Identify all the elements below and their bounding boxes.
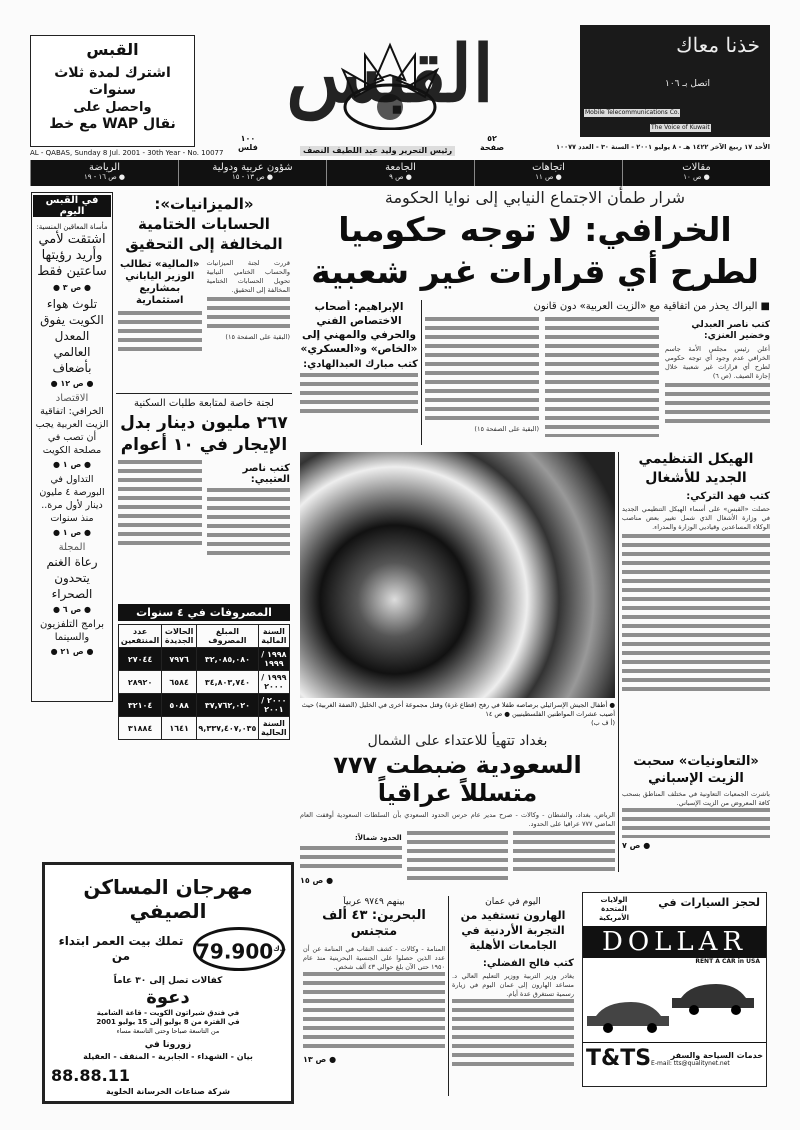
section-articles[interactable]: مقالات ● ص ١٠: [622, 160, 770, 186]
editor-line: رئيس التحرير وليد عبد اللطيف النصف: [300, 146, 455, 156]
section-sports[interactable]: الرياضة ● ص ١٦ - ١٩: [30, 160, 178, 186]
sidebar-item[interactable]: تلوث هواء الكويت يفوق المعدل العالمي بأضعاف ● ص ١٢ ●: [40, 297, 104, 388]
expenditure-table: [118, 604, 290, 740]
table-header-row: السنة المالية المبلغ المصروف الحالات الجديدة عدد المنتفعين: [119, 625, 290, 648]
dollar-title: لحجز السيارات في: [658, 896, 760, 909]
haroun-article[interactable]: [452, 896, 574, 1121]
cooperative-text: باشرت الجمعيات التعاونية في مختلف المناطق بسحب كافة المعروض من الزيت الإسباني.: [622, 790, 770, 807]
ad-visit: زورونا في: [144, 1040, 192, 1050]
dollar-region: الولايات المتحدة الأمريكية: [598, 896, 630, 922]
housing-headline: ٢٦٧ مليون دينار بدل الإيجار في ١٠ أعوام: [120, 413, 288, 455]
haroun-byline: كتب فالح الفضلي:: [482, 958, 574, 969]
lead-kicker: شرار طمأن الاجتماع النيابي إلى نوايا الحكومة: [384, 188, 686, 207]
cooperative-article[interactable]: [622, 753, 770, 885]
dollar-tagline: RENT A CAR in USA: [695, 958, 760, 965]
saudi-article[interactable]: [300, 732, 615, 890]
ad-invite: دعوة: [146, 987, 190, 1008]
ibrahim-article[interactable]: [300, 300, 418, 448]
finance-headline: «المالية» تطالب الوزير الياباني بمشاريع استثمارية: [119, 259, 200, 306]
haykal-text: حصلت «القبس» على أسماء الهيكل التنظيمي الجديد في وزارة الأشغال الذي شمل تغيير بعض مناصب الوكلاء المساعدين وقياديي الوزارة والمدراء.: [622, 505, 770, 531]
saudi-headline: السعودية ضبطت ٧٧٧ متسللاً عراقياً: [333, 751, 582, 807]
bahrain-article[interactable]: [303, 896, 445, 1121]
ad-company: شركة صناعات الخرسانة الخلوية: [105, 1087, 231, 1096]
ad-sub: اتصل بـ ١٠٦: [664, 79, 710, 89]
bahrain-text: المنامة - وكالات - كشف النقاب في المنامة عن أن عدد الذين حصلوا على الجنسية البحرينية منذ عام ١٩٥٠ حتى الآن بلغ حوالي ٤٣ ألف شخص.: [303, 945, 445, 971]
sidebar-item[interactable]: التداول في البورصة ٤ مليون دينار لأول مرة.. منذ سنوات ● ص ١ ●: [39, 474, 105, 537]
promo-line-3: نقال WAP مع خط: [49, 116, 176, 132]
haroun-kicker: اليوم في عمان: [485, 897, 541, 907]
bahrain-kicker: بينهم ٩٧٤٩ عربياً: [343, 897, 405, 907]
table-row: السنة الحالية ٩,٣٣٧,٤٠٧,٠٣٥ ١٦٤١ ٣١٨٨٤: [119, 717, 290, 740]
ad-tag: The Voice of Kuwait: [651, 124, 710, 131]
housing-article[interactable]: [118, 397, 290, 599]
sidebar-item[interactable]: المجلة رعاة الغنم يتحدون الصحراء ● ص ٦ ●: [46, 542, 98, 614]
arabic-dateline: الأحد ١٧ ربيع الآخر ١٤٢٢ هـ - ٨ يوليو ٢٠٠١ - السنة ٣٠ - العدد ١٠٠٧٧: [556, 143, 770, 151]
promo-line-2: واحصل على: [73, 100, 152, 115]
haroun-text: يغادر وزير التربية ووزير التعليم العالي د. مساعد الهارون إلى عمان اليوم في زيارة رسمية تستغرق عدة أيام.: [452, 972, 574, 998]
lead-body: [425, 317, 770, 448]
budget-headline: «الميزانيات»: الحسابات الختامية المخالفة إلى التحقيق: [125, 195, 283, 253]
agent-name: خدمات السياحة والسفر: [670, 1050, 763, 1060]
ad-sub: كفالات تصل إلى ٣٠ عاماً: [113, 976, 223, 986]
photo-caption: ● أطفال الجيش الإسرائيلي برصاصه طفلا في رفح (قطاع غزة) وقتل مجموعة أخرى في الخليل (الضفة الغربية) حيث أصيب عشرات المواطنين الفلسطينيين ● ص ١٤ (أ ف ب): [301, 701, 615, 727]
budget-continued: (البقية على الصفحة ١٥): [225, 333, 290, 341]
ibrahim-byline: كتب مبارك العبدالهادي:: [303, 359, 418, 370]
logo: [215, 25, 565, 130]
car-images-icon: [586, 968, 766, 1036]
lead-continued: (البقية على الصفحة ١٥): [474, 425, 539, 433]
bahrain-headline: البحرين: ٤٣ ألف متجنس: [322, 908, 426, 939]
haroun-headline: الهارون تستفيد من التجربة الأردنية في الجامعات الأهلية: [460, 909, 566, 952]
photo-credit: (أ ف ب): [591, 719, 615, 727]
table-row: ٢٠٠٠ / ٢٠٠١ ٣٧,٧٦٢,٠٢٠ ٥٠٨٨ ٣٢١٠٤: [119, 694, 290, 717]
section-world[interactable]: شؤون عربية ودولية ● ص ١٣ - ١٥: [178, 160, 326, 186]
lead-subhead: ■ البراك يحذر من اتفاقية مع «الزيت العربية» دون قانون: [533, 301, 770, 312]
budget-text: قررت لجنة الميزانيات والحساب الختامي النيابية تحويل الحسابات الختامية المخالفة إلى التحقيق.: [206, 259, 290, 294]
sidebar-today: [31, 192, 113, 702]
saudi-kicker: بغداد تتهيأ للاعتداء على الشمال: [367, 733, 548, 749]
ad-venue: في فندق شيراتون الكويت - قاعة الشامية: [96, 1009, 240, 1017]
agent-email[interactable]: E-mail: tts@qualitynet.net: [651, 1059, 730, 1067]
table-row: ١٩٩٨ / ١٩٩٩ ٣٢,٠٨٥,٠٨٠ ٧٩٧٦ ٢٧٠٤٤: [119, 648, 290, 671]
sidebar-item[interactable]: برامج التلفزيون والسينما ● ص ٢١ ●: [39, 619, 105, 656]
cooperative-headline: «التعاونيات» سحبت الزيت الإسباني: [633, 754, 759, 786]
saudi-text: الرياض، بغداد، والشطان - وكالات - صرح مدير عام حرس الحدود السعودي بأن السلطات السعودية أوقفت العام الماضي ٧٧٧ عراقيا على الحدود.: [300, 811, 615, 828]
ad-areas: بيان - الشهداء - الجابرية - المنقف - العقيلة: [83, 1052, 253, 1061]
housing-byline: كتب ناصر العتيبي:: [242, 463, 290, 485]
logo-text: القبس: [286, 29, 494, 120]
sidebar-title: في القبس اليوم: [33, 195, 111, 217]
promo-brand: القبس: [86, 40, 139, 59]
section-university[interactable]: الجامعة ● ص ٩: [326, 160, 474, 186]
haykal-article[interactable]: [622, 450, 770, 748]
news-photo: [300, 452, 615, 698]
lead-text: أعلن رئيس مجلس الأمة جاسم الخرافي عدم وجود أي توجه حكومي لطرح أي قرارات غير شعبية خلال إجازة الصيف. (ص ٦): [665, 345, 770, 380]
dollar-rent-a-car-ad[interactable]: [582, 892, 767, 1087]
subscription-promo[interactable]: [30, 35, 195, 147]
lead-headline: الخرافي: لا توجه حكوميا لطرح أي قرارات غير شعبية: [311, 210, 759, 291]
page-count: ٥٢ صفحة: [480, 134, 505, 152]
saudi-subhead: الحدود شمالاً:: [354, 834, 402, 842]
sidebar-item[interactable]: مأساة المعاقين المنسية: اشتقت لأمي وأريد رؤيتها ساعتين فقط ● ص ٣ ●: [36, 223, 108, 292]
housing-festival-ad[interactable]: [42, 862, 294, 1104]
tts-logo: T&TS: [586, 1046, 652, 1071]
ibrahim-headline: الإبراهيم: أصحاب الاختصاص الفني والحرفي والمهني إلى «الخاص» و«العسكري»: [300, 301, 418, 355]
ad-title: مهرجان المساكن الصيفي: [83, 875, 253, 923]
english-dateline: AL - QABAS, Sunday 8 Jul. 2001 - 30th Year - No. 10077: [30, 149, 224, 157]
section-trends[interactable]: اتجاهات ● ص ١١: [474, 160, 622, 186]
cooperative-page: ● ص ٧: [622, 841, 651, 850]
price-badge: $79.900^{د.ك}$: [193, 927, 285, 971]
ad-tagline: تملك بيت العمر ابتداء من: [58, 934, 184, 963]
lead-byline: كتب ناصر العبدلي وخضير العنزي:: [691, 320, 770, 341]
ad-phone: 88.88.11: [51, 1066, 130, 1085]
ad-company: Mobile Telecommunications Co.: [585, 109, 680, 116]
price: ١٠٠ فلس: [238, 134, 258, 152]
table-row: ١٩٩٩ / ٢٠٠٠ ٣٤,٨٠٣,٧٤٠ ٦٥٨٤ ٢٨٩٢٠: [119, 671, 290, 694]
saudi-page: ● ص ١٥: [300, 876, 334, 885]
ad-dates: في الفترة من 8 يوليو إلى 15 يوليو 2001: [96, 1018, 240, 1026]
dollar-logo: DOLLAR: [583, 926, 766, 958]
budget-article[interactable]: [118, 194, 290, 390]
haykal-headline: الهيكل التنظيمي الجديد للأشغال: [638, 451, 754, 486]
housing-kicker: لجنة خاصة لمتابعة طلبات السكنية: [134, 398, 274, 409]
promo-line-1: اشترك لمدة ثلاث سنوات: [54, 65, 171, 98]
haykal-byline: كتب فهد التركي:: [686, 491, 770, 502]
bahrain-page: ● ص ١٣: [303, 1055, 337, 1064]
mobile-ad[interactable]: [580, 25, 770, 137]
table-title: المصروفات في ٤ سنوات: [118, 604, 290, 621]
section-bar: [30, 160, 770, 186]
ad-slogan: خذنا معاك: [676, 33, 760, 57]
ad-hours: من التاسعة صباحا وحتى التاسعة مساء: [116, 1027, 220, 1035]
sidebar-item[interactable]: الاقتصاد الخرافي: اتفاقية الزيت العربية يجب أن تصب في مصلحة الكويت ● ص ١ ●: [35, 393, 109, 469]
lead-story[interactable]: [300, 188, 770, 296]
